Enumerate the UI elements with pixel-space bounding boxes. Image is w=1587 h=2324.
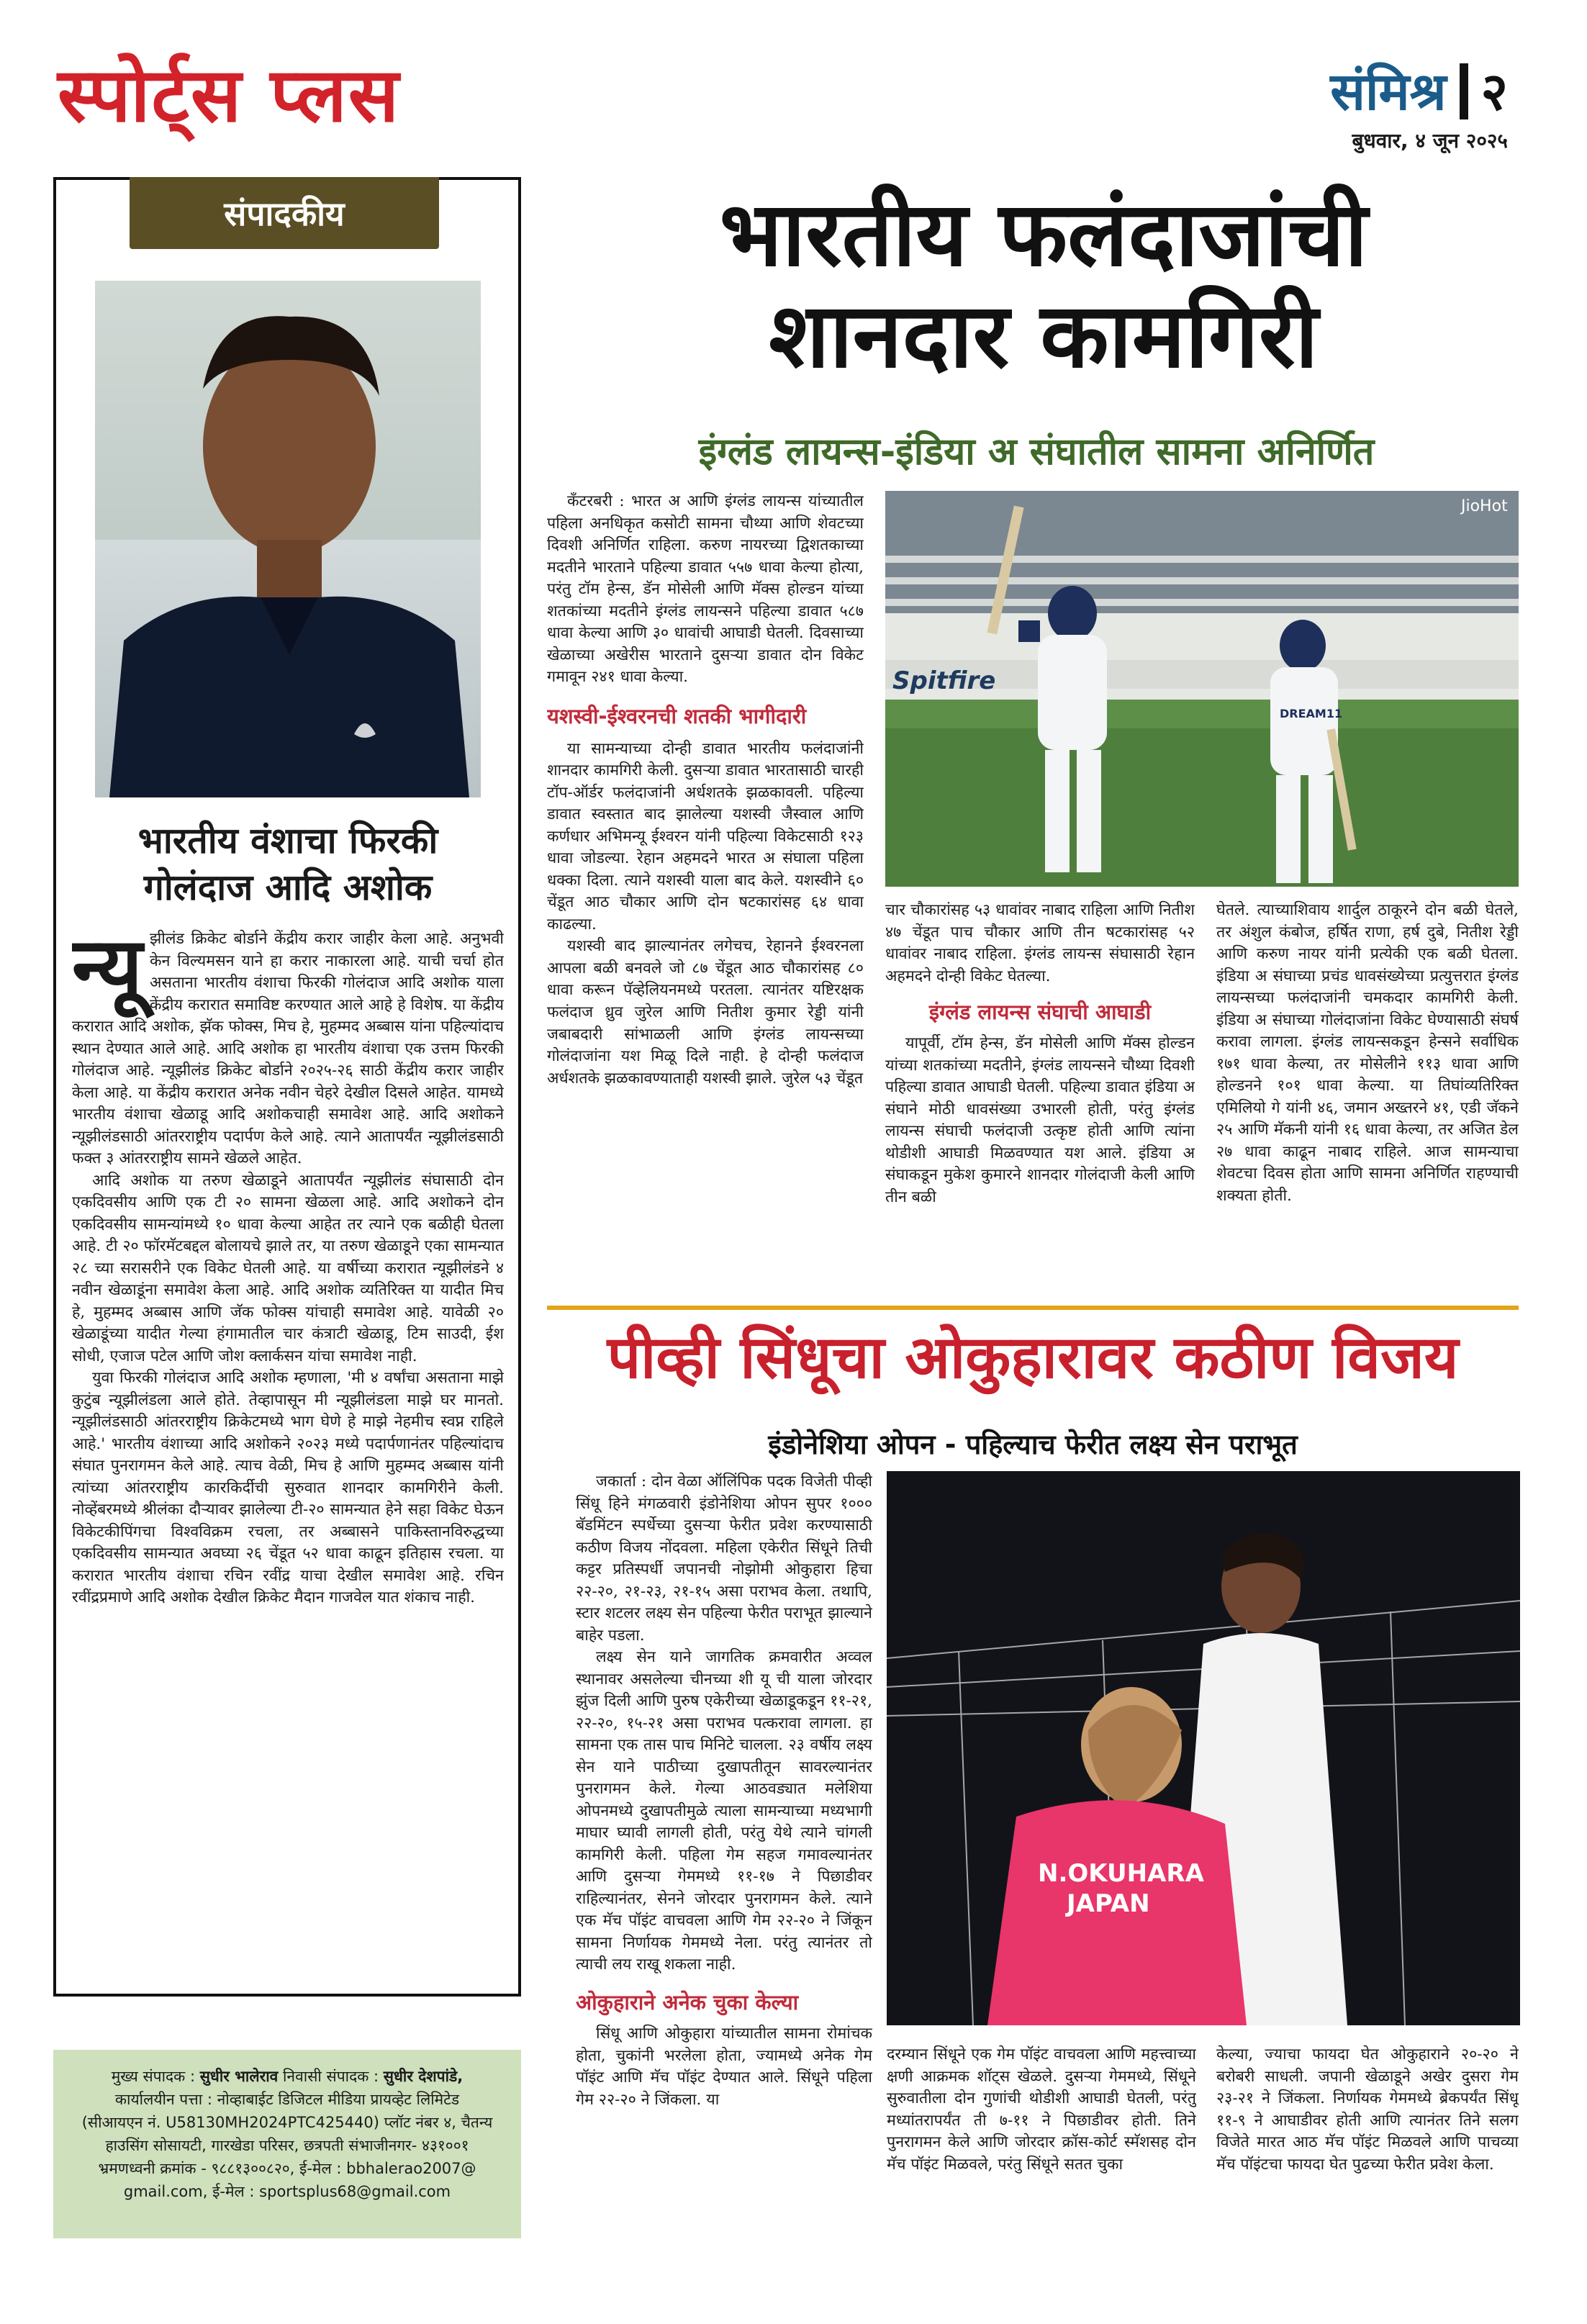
drop-cap: न्यू [72,928,143,1014]
story1-headline [561,184,1526,388]
story2-headline: पीव्ही सिंधूचा ओकुहारावर कठीण विजय [607,1324,1459,1392]
section-name: संमिश्र [1330,61,1447,122]
editorial-headline-line1: भारतीय वंशाचा फिरकी [137,819,438,862]
chief-editor: सुधीर भालेराव [199,2068,279,2085]
story2-subhead: ओकुहाराने अनेक चुका केल्या [576,1989,799,2015]
credits-label: मुख्य संपादक : [111,2068,200,2085]
jersey-country-text: JAPAN [1067,1889,1150,1918]
story1-paragraph: यापूर्वी, टॉम हेन्स, डॅन मोसेली आणि मॅक्स होल्डन यांच्या शतकांच्या मदतीने, इंग्लंड लायन्सने चौथ्या दिवशी पहिल्या डावात आघाडी घेतली. पहिल्या डावात इंडिया अ संघाने मोठी धावसंख्या उभारली होती, परंतु इंग्लंड लायन्स संघाची फलंदाजी उत्कृष्ट होती आणि त्यांना थोडीशी आघाडी मिळवण्यात यश आले. इंडिया अ संघाकडून मुकेश कुमारने शानदार गोलंदाजी केली आणि तीन बळी [885,1034,1195,1206]
dateline: बुधवार, ४ जून २०२५ [1352,129,1508,153]
story2-paragraph: जकार्ता : दोन वेळा ऑलिंपिक पदक विजेती पीव्ही सिंधू हिने मंगळवारी इंडोनेशिया ओपन सुपर १००० बॅडमिंटन स्पर्धेच्या दुसऱ्या फेरीत प्रवेश करण्यासाठी कठीण विजय नोंदवला. महिला एकेरीत सिंधूने तिची कट्टर प्रतिस्पर्धी जपानची नोझोमी ओकुहारा हिचा २२-२०, २१-२३, २१-१५ असा पराभव केला. तथापि, स्टार शटलर लक्ष्य सेन पहिल्या फेरीत पराभूत झाल्याने बाहेर पडला. [576,1473,872,1645]
credits-line: (सीआयएन नं. U58130MH2024PTC425440) प्लॉट नंबर ४, चैतन्य [81,2113,493,2131]
story2-paragraph: केल्या, ज्याचा फायदा घेत ओकुहाराने २०-२० ने बरोबरी साधली. जपानी खेळाडूने अखेर दुसरा गेम २३-२१ ने जिंकला. निर्णायक गेममध्ये ब्रेकपर्यंत सिंधू ११-९ ने आघाडीवर होती आणि त्यानंतर तिने सलग विजेते मारत आठ मॅच पॉइंट मिळवले आणि पाचव्या मॅच पॉइंटचा फायदा घेत पुढच्या फेरीत प्रवेश केला. [1216,2045,1519,2174]
editorial-tab: संपादकीय [130,177,439,249]
credits-line: भ्रमणध्वनी क्रमांक - ९८८१३००८२०, ई-मेल : bbhalerao2007@ [98,2159,476,2177]
resident-editor: सुधीर देशपांडे, [383,2068,464,2085]
photo-watermark: JioHot [1461,497,1508,515]
story1-headline-line1: भारतीय फलंदाजांची [719,183,1368,286]
editorial-headline-line2: गोलंदाज आदि अशोक [143,866,433,908]
editorial-paragraph: झीलंड क्रिकेट बोर्डाने केंद्रीय करार जाहीर केला आहे. अनुभवी केन विल्यमसन याने हा करार नाकारला आहे. याची चर्चा होत असताना भारतीय वंशाचा फिरकी गोलंदाज आदि अशोक याला केंद्रीय करारात समाविष्ट करण्यात आले आहे हे विशेष. या केंद्रीय करारात आदि अशोक, झॅक फोक्स, मिच हे, मुहम्मद अब्बास यांना पहिल्यांदाच स्थान देण्यात आले आहे. आदि अशोक हा भारतीय वंशाचा एक उत्तम फिरकी गोलंदाज आहे. न्यूझीलंड क्रिकेट बोर्डाने २०२५-२६ साठी केंद्रीय करार जाहीर केला आहे. या केंद्रीय करारात अनेक नवीन चेहरे देखील दिसले आहेत. यामध्ये भारतीय वंशाचा खेळाडू आदि अशोकचाही समावेश आहे. आदि अशोकने न्यूझीलंडसाठी आंतरराष्ट्रीय पदार्पण केले आहे. त्याने आतापर्यंत न्यूझीलंडसाठी फक्त ३ आंतरराष्ट्रीय सामने खेळले आहेत. [72,930,504,1168]
story2-paragraph: लक्ष्य सेन याने जागतिक क्रमवारीत अव्वल स्थानावर असलेल्या चीनच्या शी यू ची याला जोरदार झुंज दिली आणि पुरुष एकेरीच्या खेळाडूकडून ११-२१, २२-२०, १५-२१ असा पराभव पत्करावा लागला. हा सामना एक तास पाच मिनिटे चालला. २३ वर्षीय लक्ष्य सेन याने पाठीच्या दुखापतीतून सावरल्यानंतर पुनरागमन केले. गेल्या आठवड्यात मलेशिया ओपनमध्ये दुखापतीमुळे त्याला सामन्याच्या मध्यभागी माघार घ्यावी लागली होती, परंतु येथे त्याने चांगली कामगिरी केली. पहिला गेम सहज गमावल्यानंतर आणि दुसऱ्या गेममध्ये ११-१७ ने पिछाडीवर राहिल्यानंतर, सेनने जोरदार पुनरागमन केले. त्याने एक मॅच पॉइंट वाचवला आणि गेम २२-२० ने जिंकून सामना निर्णायक गेममध्ये नेला. परंतु त्यानंतर तो त्याची लय राखू शकला नाही. [576,1648,872,1974]
credits-label: निवासी संपादक : [278,2068,384,2085]
story2-kicker: इंडोनेशिया ओपन - पहिल्याच फेरीत लक्ष्य सेन पराभूत [768,1429,1298,1460]
editorial-paragraph: युवा फिरकी गोलंदाज आदि अशोक म्हणाला, 'मी ४ वर्षांचा असताना माझे कुटुंब न्यूझीलंडला आले होते. तेव्हापासून मी न्यूझीलंडला माझे घर मानतो. न्यूझीलंडसाठी आंतरराष्ट्रीय क्रिकेटमध्ये भाग घेणे हे माझे नेहमीच स्वप्न राहिले आहे.' भारतीय वंशाच्या आदि अशोकने २०२३ मध्ये पदार्पणानंतर पहिल्यांदाच संघात पुनरागमन केले आहे. त्याच वेळी, मिच हे आणि मुहम्मद अब्बास यांनी त्यांच्या आंतरराष्ट्रीय कारकिर्दीची सुरुवात शानदार कामगिरीने केली. नोव्हेंबरमध्ये श्रीलंका दौऱ्यावर झालेल्या टी-२० सामन्यात हेने सहा विकेट घेऊन विकेटकीपिंगचा विश्वविक्रम रचला, तर अब्बासने पाकिस्तानविरुद्धच्या एकदिवसीय सामन्यात अवघ्या २६ चेंडूत ५२ धावा काढून इतिहास रचला. या करारात भारतीय वंशाचा रचिन रवींद्र याचा देखील समावेश आहे. रचिन रवींद्रप्रमाणे आदि अशोक देखील क्रिकेट मैदान गाजवेल यात शंकाच नाही. [72,1369,504,1607]
badminton-players-image [887,1471,1520,2025]
section-divider-rule [547,1306,1519,1310]
story1-subhead: इंग्लंड लायन्स संघाची आघाडी [928,1000,1152,1025]
badminton-photo [887,1471,1520,2025]
photo-ad-text: Spitfire [892,666,996,695]
section-tag [1330,61,1508,122]
page-number: २ [1480,61,1508,122]
story1-paragraph: या सामन्याच्या दोन्ही डावात भारतीय फलंदाजांनी शानदार कामगिरी केली. दुसऱ्या डावात भारतासाठी चारही टॉप-ऑर्डर फलंदाजांनी अर्धशतके झळकावली. पहिल्या डावात स्वस्तात बाद झालेल्या यशस्वी जैस्वाल आणि कर्णधार अभिमन्यू ईश्वरन यांनी पहिल्या विकेटसाठी १२३ धावा जोडल्या. रेहान अहमदने भारत अ संघाला पहिला धक्का दिला. त्याने यशस्वी याला बाद केले. यशस्वीने ६० चेंडूत आठ चौकार आणि दोन षटकारांसह ६४ धावा काढल्या. [547,739,864,933]
story1-paragraph: कँटरबरी : भारत अ आणि इंग्लंड लायन्स यांच्यातील पहिला अनधिकृत कसोटी सामना चौथ्या आणि शेवटच्या दिवशी अनिर्णित राहिला. करुण नायरच्या द्विशतकाच्या मदतीने भारताने पहिल्या डावात ५५७ धावा केल्या होत्या, परंतु टॉम हेन्स, डॅन मोसेली आणि मॅक्स होल्डन यांच्या शतकांच्या मदतीने इंग्लंड लायन्सने पहिल्या डावात ५८७ धावा केल्या आणि ३० धावांची आघाडी घेतली. दिवसाच्या खेळाच्या अखेरीस भारताने दुसऱ्या डावात दोन विकेट गमावून २४१ धावा केल्या. [547,492,864,687]
story1-subhead: यशस्वी-ईश्वरनची शतकी भागीदारी [547,703,807,728]
story2-column3 [1216,2044,1519,2260]
story2-paragraph: सिंधू आणि ओकुहारा यांच्यातील सामना रोमांचक होता, चुकांनी भरलेला होता, ज्यामध्ये अनेक गेम पॉइंट आणि मॅच पॉइंट देण्यात आले. सिंधूने पहिला गेम २२-२० ने जिंकला. या [576,2025,872,2109]
editorial-photo [95,281,481,797]
player-portrait-image [95,281,481,797]
story2-column2 [887,2044,1196,2260]
credits-line [71,2066,504,2089]
story2-paragraph: दरम्यान सिंधूने एक गेम पॉइंट वाचवला आणि महत्त्वाच्या क्षणी आक्रमक शॉट्स खेळले. दुसऱ्या गेममध्ये, सिंधूने सुरुवातीला दोन गुणांची थोडीशी आघाडी घेतली, परंतु मध्यांतरापर्यंत ती ७-११ ने पिछाडीवर होती. तिने पुनरागमन केले आणि जोरदार क्रॉस-कोर्ट स्मॅशसह दोन मॅच पॉइंट मिळवले, परंतु सिंधूने सतत चुका [887,2045,1196,2174]
story1-column1 [547,491,864,1294]
credits-line: हाउसिंग सोसायटी, गारखेडा परिसर, छत्रपती संभाजीनगर- ४३१००१ [105,2136,469,2154]
credits-box [53,2050,521,2238]
story2-column1 [576,1471,872,2260]
jersey-name-text: N.OKUHARA [1038,1859,1204,1888]
cricket-photo [885,491,1519,887]
story1-kicker: इंग्लंड लायन्स-इंडिया अ संघातील सामना अनिर्णित [698,430,1375,474]
cricket-batters-image [885,491,1519,887]
editorial-body [72,928,504,1986]
section-divider [1460,63,1468,119]
story1-paragraph: यशस्वी बाद झाल्यानंतर लगेचच, रेहानने ईश्वरनला आपला बळी बनवले जो ८७ चेंडूत आठ चौकारांसह ८० धावा करून पॅव्हेलियनमध्ये परतला. त्यानंतर यष्टिरक्षक फलंदाज ध्रुव जुरेल आणि नितीश कुमार रेड्डी यांनी जबाबदारी सांभाळली आणि इंग्लंड लायन्सच्या गोलंदाजांना यश मिळू दिले नाही. हे दोन्ही फलंदाज अर्धशतके झळकावण्याताही यशस्वी झाले. जुरेल ५३ चेंडूत [547,937,864,1088]
credits-line: कार्यालयीन पत्ता : नोव्हाबाईट डिजिटल मीडिया प्रायव्हेट लिमिटेड [114,2090,460,2108]
editorial-headline [72,817,504,910]
story1-headline-line2: शानदार कामगिरी [769,284,1319,389]
story1-paragraph: चार चौकारांसह ५३ धावांवर नाबाद राहिला आणि नितीश ४७ चेंडूत पाच चौकार आणि तीन षटकारांसह ५२ धावांवर नाबाद राहिला. इंग्लंड लायन्स संघासाठी रेहान अहमदने दोन्ही विकेट घेतल्या. [885,901,1195,985]
jersey-sponsor-text: DREAM11 [1280,707,1343,720]
story1-paragraph: घेतले. त्याच्याशिवाय शार्दुल ठाकूरने दोन बळी घेतले, तर अंशुल कंबोज, हर्षित राणा, हर्ष दुबे, नितीश रेड्डी आणि करुण नायर यांनी प्रत्येकी एक बळी घेतला. इंडिया अ संघाच्या प्रचंड धावसंख्येच्या प्रत्युत्तरात इंग्लंड लायन्सच्या फलंदाजांनी चमकदार कामगिरी केली. इंडिया अ संघाच्या गोलंदाजांना विकेट घेण्यासाठी संघर्ष करावा लागला. इंग्लंड लायन्सकडून हेन्सने सर्वाधिक १७१ धावा केल्या, तर मोसेलीने ११३ धावा आणि होल्डनने १०१ धावा केल्या. या तिघांव्यतिरिक्त एमिलियो गे यांनी ४६, जमान अख्तरने ४१, एडी जॅकने २५ आणि मॅकनी यांनी १६ धावा केल्या, तर अजित डेल २७ धावा काढून नाबाद राहिले. आज सामन्याचा शेवटचा दिवस होता आणि सामना अनिर्णित राहण्याची शक्यता होती. [1216,901,1519,1205]
masthead: स्पोर्ट्स प्लस [58,51,401,139]
story1-column2 [885,900,1195,1294]
credits-line: gmail.com, ई-मेल : sportsplus68@gmail.com [123,2182,451,2200]
story1-column3 [1216,900,1519,1294]
editorial-paragraph: आदि अशोक या तरुण खेळाडूने आतापर्यंत न्यूझीलंड संघासाठी दोन एकदिवसीय आणि एक टी २० सामना खेळला आहे. आदि अशोकने दोन एकदिवसीय सामन्यांमध्ये १० धावा केल्या आहेत तर त्याने एक बळीही घेतला आहे. टी २० फॉरमॅटबद्दल बोलायचे झाले तर, या तरुण खेळाडूने एका सामन्यात २८ च्या सरासरीने एक विकेट घेतली आहे. या वर्षीच्या करारात न्यूझीलंडने ४ नवीन खेळाडूंना समावेश केला आहे. आदि अशोक व्यतिरिक्त या यादीत मिच हे, मुहम्मद अब्बास आणि जॅक फोक्स यांचाही समावेश आहे. यावेळी २० खेळाडूंच्या यादीत गेल्या हंगामातील चार कंत्राटी खेळाडू, टिम साउदी, ईश सोधी, एजाज पटेल आणि जोश क्लार्कसन यांचा समावेश नाही. [72,1171,504,1365]
